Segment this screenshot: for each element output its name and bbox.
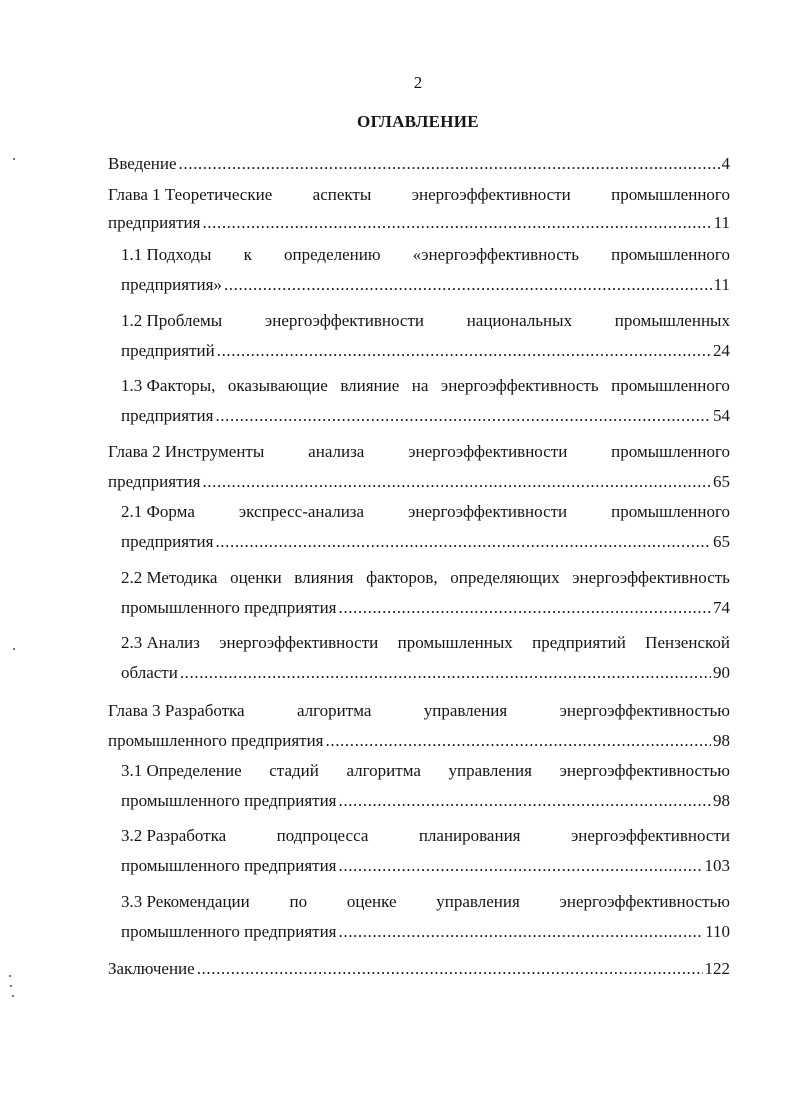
toc-entry-chapter-2[interactable] <box>108 441 730 463</box>
toc-entry-title: промышленного предприятия <box>108 731 324 750</box>
toc-word: оценке <box>346 892 397 911</box>
toc-word: энергоэффективностью <box>559 892 730 911</box>
leader-dots <box>339 921 704 943</box>
toc-word: аспекты <box>312 185 372 204</box>
toc-entry-title: предприятия <box>121 406 214 425</box>
toc-page-number: 11 <box>713 275 730 294</box>
toc-word: энергоэффективности <box>408 502 568 521</box>
toc-entry-section-2-2-cont[interactable] <box>121 597 730 619</box>
toc-entry-chapter-1-cont[interactable] <box>108 212 730 234</box>
toc-entry-chapter-1[interactable] <box>108 184 730 206</box>
page-number: 2 <box>413 73 423 92</box>
toc-word: на <box>411 376 429 395</box>
toc-word: промышленного <box>611 185 730 204</box>
toc-word: промышленных <box>397 633 513 652</box>
toc-word: управления <box>423 701 508 720</box>
toc-entry-section-2-3[interactable] <box>121 632 730 654</box>
toc-entry-section-1-1-cont[interactable] <box>121 274 730 296</box>
toc-page-number: 103 <box>704 856 730 875</box>
toc-word: определяющих <box>450 568 560 587</box>
toc-word: 3.3 Рекомендации <box>121 892 250 911</box>
toc-word: промышленного <box>611 442 730 461</box>
toc-entry-chapter-2-cont[interactable] <box>108 471 730 493</box>
leader-dots <box>339 597 712 619</box>
toc-entry-section-1-1[interactable] <box>121 244 730 266</box>
toc-word: энергоэффективности <box>264 311 424 330</box>
toc-word: энергоэффективностью <box>559 761 730 780</box>
toc-word: Глава 1 Теоретические <box>108 185 273 204</box>
leader-dots <box>215 405 711 427</box>
toc-entry-section-3-3[interactable] <box>121 891 730 913</box>
toc-word: оказывающие <box>227 376 328 395</box>
toc-entry-section-1-3[interactable] <box>121 375 730 397</box>
toc-entry-title: Заключение <box>108 959 195 978</box>
toc-word: 1.1 Подходы <box>121 245 212 264</box>
toc-word: 2.1 Форма <box>121 502 195 521</box>
toc-word: энергоэффективностью <box>559 701 730 720</box>
toc-entry-section-3-2[interactable] <box>121 825 730 847</box>
toc-word: национальных <box>466 311 573 330</box>
toc-word: энергоэффективности <box>219 633 379 652</box>
toc-page-number: 24 <box>713 341 730 360</box>
toc-word: промышленного <box>611 376 730 395</box>
toc-word: 3.2 Разработка <box>121 826 227 845</box>
toc-entry-title: промышленного предприятия <box>121 922 337 941</box>
toc-word: экспресс-анализа <box>238 502 365 521</box>
leader-dots <box>202 212 711 234</box>
scan-speck <box>10 985 12 987</box>
toc-word: стадий <box>269 761 319 780</box>
toc-entry-section-1-3-cont[interactable] <box>121 405 730 427</box>
toc-page-number: 122 <box>704 959 730 978</box>
toc-word: по <box>289 892 308 911</box>
toc-entry-title: промышленного предприятия <box>121 856 337 875</box>
toc-entry-section-1-2-cont[interactable] <box>121 340 730 362</box>
toc-word: энергоэффективности <box>411 185 571 204</box>
toc-page-number: 98 <box>713 731 730 750</box>
toc-entry-section-3-3-cont[interactable] <box>121 921 730 943</box>
toc-page-number: 98 <box>713 791 730 810</box>
toc-word: 1.2 Проблемы <box>121 311 223 330</box>
toc-word: энергоэффективности <box>408 442 568 461</box>
toc-page-number: 65 <box>713 532 730 551</box>
toc-word: промышленных <box>614 311 730 330</box>
toc-entry-chapter-3-cont[interactable] <box>108 730 730 752</box>
toc-word: 1.3 Факторы, <box>121 376 216 395</box>
toc-entry-conclusion[interactable] <box>108 958 730 980</box>
toc-page-number: 90 <box>713 663 730 682</box>
toc-entry-section-3-1[interactable] <box>121 760 730 782</box>
toc-entry-title: предприятия <box>108 472 201 491</box>
toc-entry-title: промышленного предприятия <box>121 791 337 810</box>
toc-word: Пензенской <box>645 633 730 652</box>
toc-entry-section-2-3-cont[interactable] <box>121 662 730 684</box>
scan-speck <box>9 975 11 977</box>
toc-entry-title: Введение <box>108 154 177 173</box>
toc-word: планирования <box>418 826 521 845</box>
page-title: ОГЛАВЛЕНИЕ <box>357 112 479 131</box>
toc-word: 2.3 Анализ <box>121 633 200 652</box>
toc-entry-section-3-2-cont[interactable] <box>121 855 730 877</box>
toc-entry-title: предприятия» <box>121 275 222 294</box>
leader-dots <box>224 274 712 296</box>
toc-page-number: 54 <box>713 406 730 425</box>
toc-word: управления <box>448 761 532 780</box>
toc-entry-title: предприятия <box>121 532 214 551</box>
toc-word: управления <box>436 892 520 911</box>
toc-page-number: 110 <box>705 922 730 941</box>
toc-word: «энергоэффективность <box>412 245 579 264</box>
toc-entry-section-3-1-cont[interactable] <box>121 790 730 812</box>
leader-dots <box>197 958 703 980</box>
toc-entry-section-2-1[interactable] <box>121 501 730 523</box>
toc-word: энергоэффективность <box>440 376 599 395</box>
toc-word: энергоэффективности <box>570 826 730 845</box>
leader-dots <box>217 340 711 362</box>
toc-entry-title: области <box>121 663 178 682</box>
toc-word: 2.2 Методика <box>121 568 218 587</box>
toc-entry-title: предприятий <box>121 341 215 360</box>
toc-word: Глава 2 Инструменты <box>108 442 265 461</box>
toc-page-number: 74 <box>713 598 730 617</box>
leader-dots <box>179 153 720 175</box>
scan-speck <box>12 995 14 997</box>
leader-dots <box>339 855 703 877</box>
toc-word: энергоэффективность <box>572 568 730 587</box>
toc-word: анализа <box>308 442 365 461</box>
toc-word: 3.1 Определение <box>121 761 242 780</box>
toc-word: предприятий <box>532 633 626 652</box>
toc-word: определению <box>284 245 381 264</box>
toc-entry-section-1-2[interactable] <box>121 310 730 332</box>
toc-word: влияние <box>340 376 400 395</box>
toc-word: факторов, <box>366 568 438 587</box>
toc-word: оценки <box>230 568 282 587</box>
toc-entry-title: предприятия <box>108 213 201 232</box>
scan-speck <box>13 158 15 160</box>
toc-page-number: 11 <box>713 213 730 232</box>
leader-dots <box>326 730 712 752</box>
toc-entry-intro[interactable] <box>108 153 730 175</box>
leader-dots <box>180 662 711 684</box>
toc-word: влияния <box>294 568 354 587</box>
toc-word: алгоритма <box>296 701 372 720</box>
toc-page-number: 4 <box>721 154 730 173</box>
toc-page-number: 65 <box>713 472 730 491</box>
toc-word: Глава 3 Разработка <box>108 701 245 720</box>
toc-word: промышленного <box>611 502 730 521</box>
toc-word: к <box>243 245 252 264</box>
leader-dots <box>339 790 712 812</box>
scan-speck <box>13 648 15 650</box>
toc-entry-chapter-3[interactable] <box>108 700 730 722</box>
toc-word: промышленного <box>611 245 730 264</box>
toc-word: подпроцесса <box>276 826 369 845</box>
toc-word: алгоритма <box>346 761 421 780</box>
leader-dots <box>215 531 711 553</box>
toc-entry-section-2-2[interactable] <box>121 567 730 589</box>
toc-entry-section-2-1-cont[interactable] <box>121 531 730 553</box>
toc-entry-title: промышленного предприятия <box>121 598 337 617</box>
leader-dots <box>202 471 711 493</box>
